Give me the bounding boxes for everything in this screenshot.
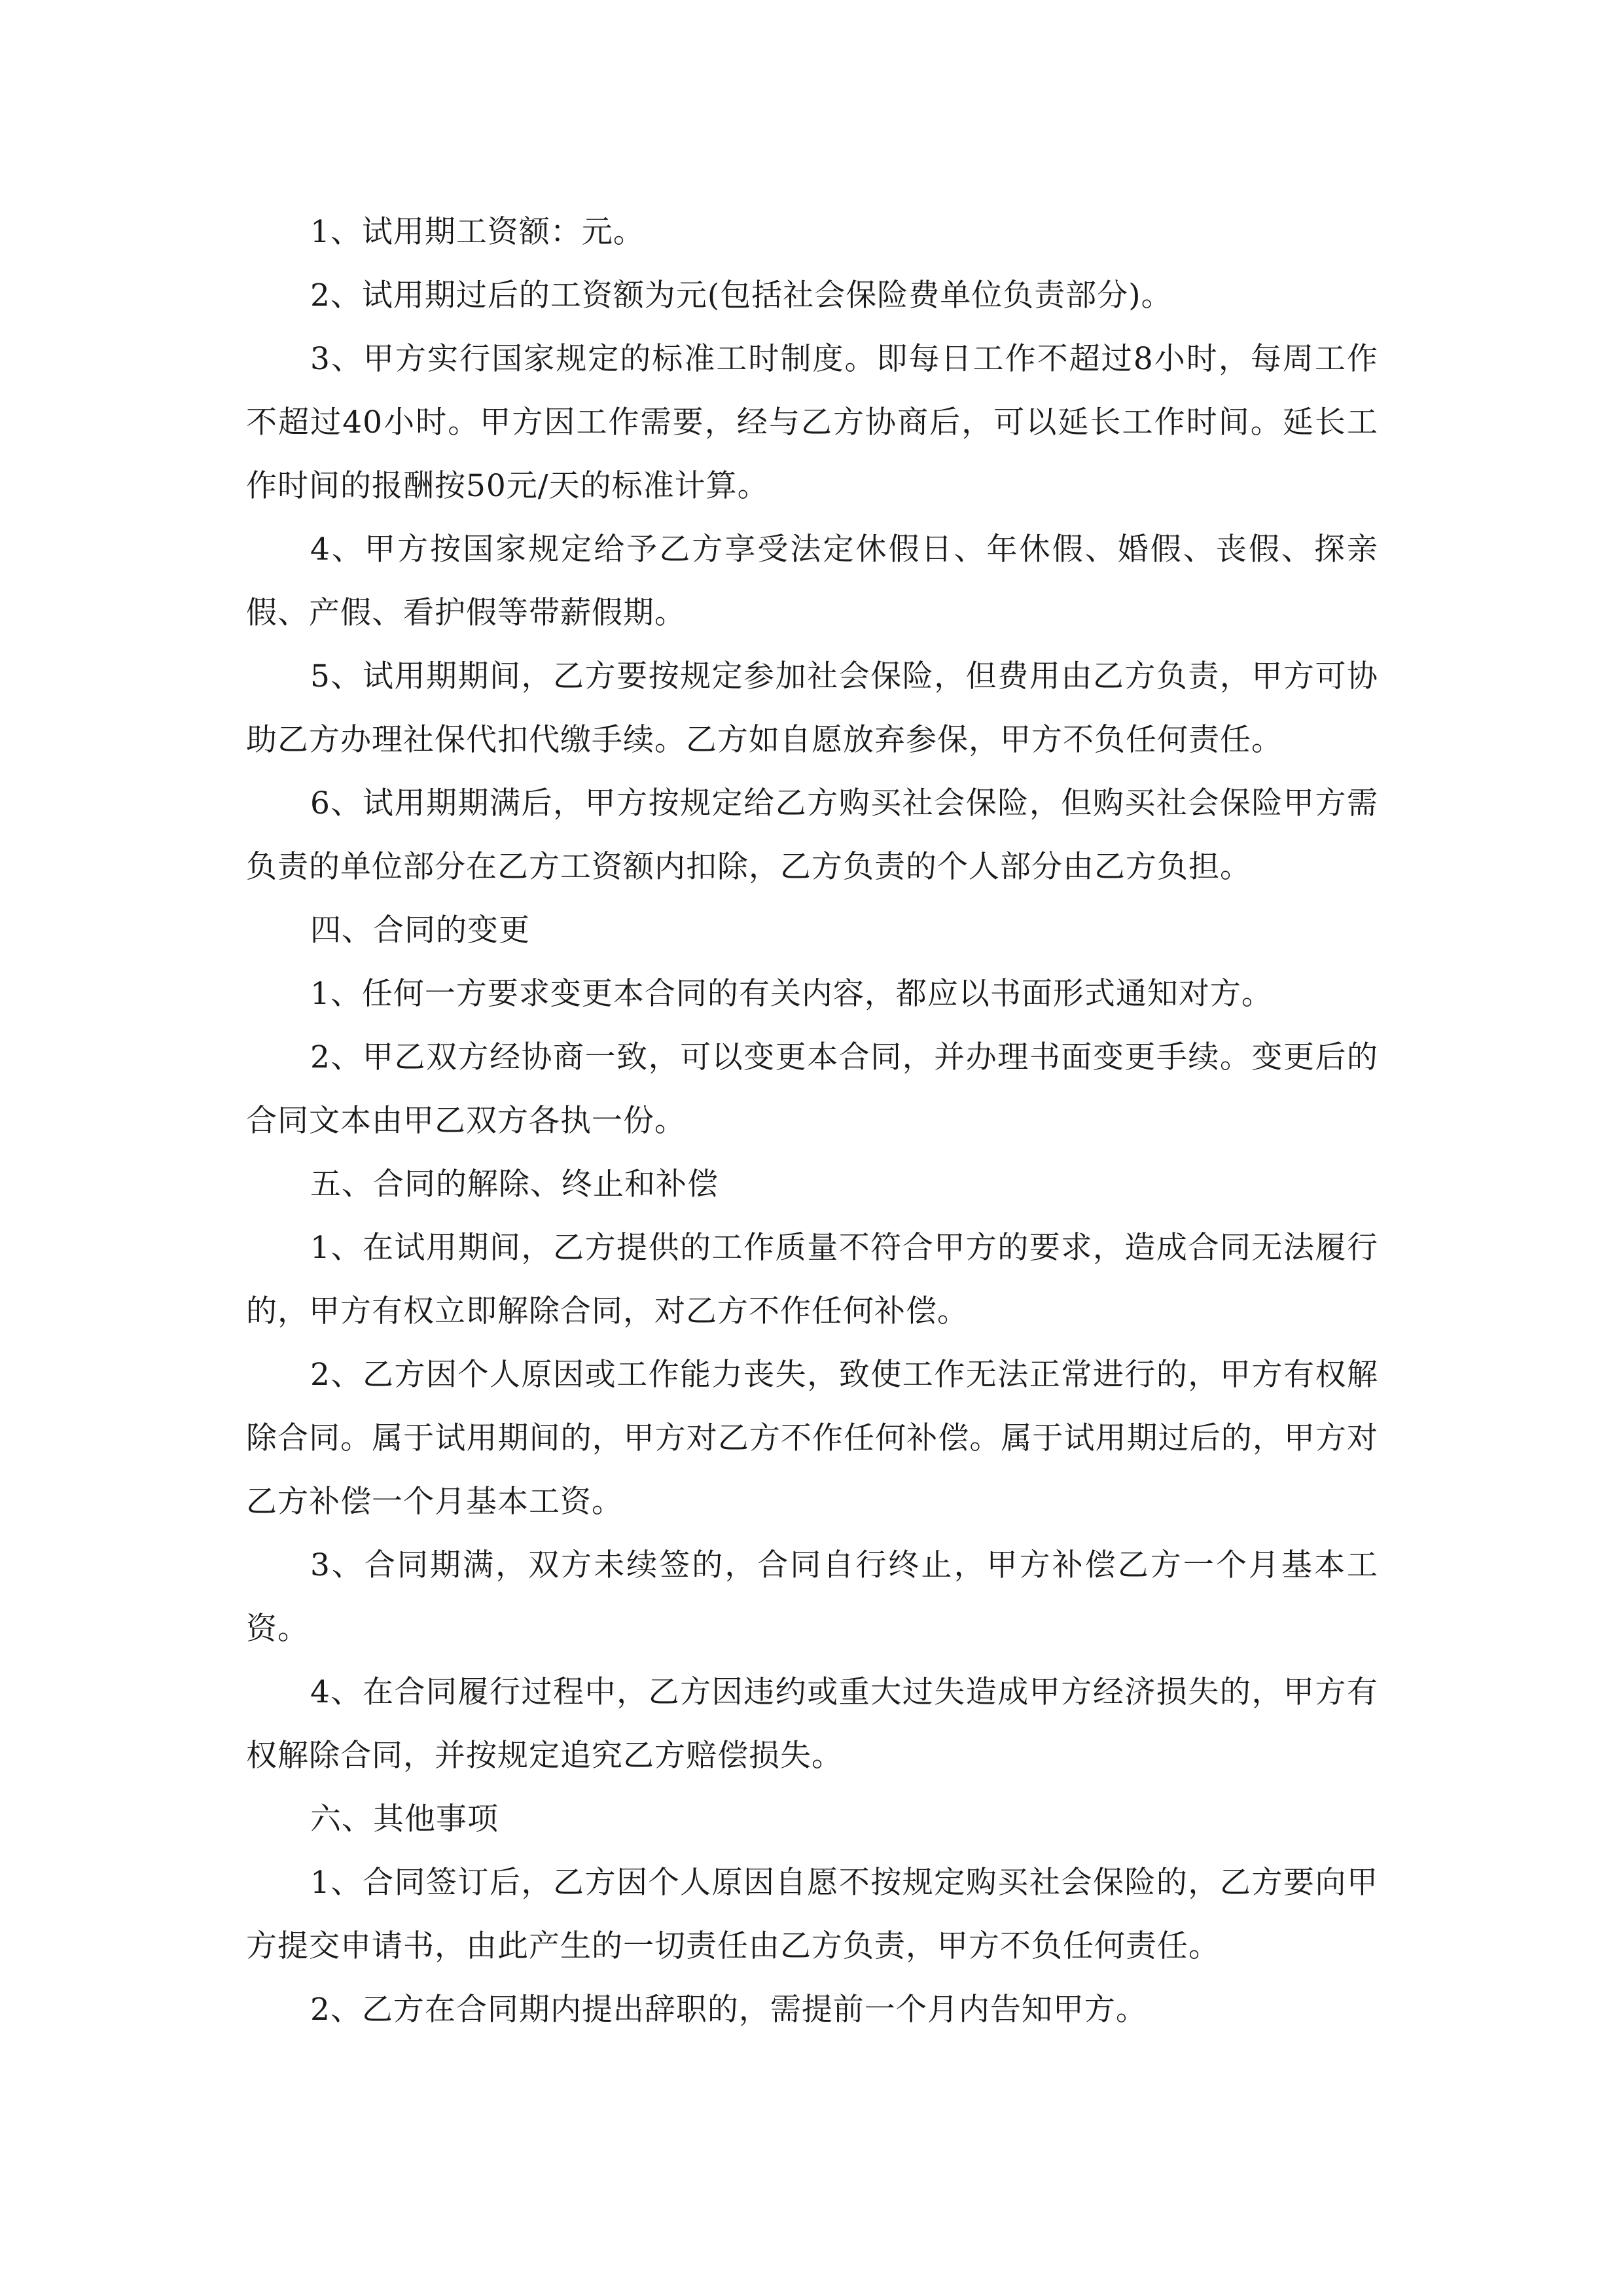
paragraph-trial-insurance: 5、试用期期间，乙方要按规定参加社会保险，但费用由乙方负责，甲方可协助乙方办理社保代扣代缴手续。乙方如自愿放弃参保，甲方不负任何责任。 bbox=[246, 658, 1378, 758]
paragraph-post-trial-salary: 2、试用期过后的工资额为元(包括社会保险费单位负责部分)。 bbox=[310, 278, 1173, 314]
paragraph-trial-salary: 1、试用期工资额：元。 bbox=[310, 214, 645, 250]
section-heading-other-matters: 六、其他事项 bbox=[310, 1801, 499, 1837]
paragraph-change-notice: 1、任何一方要求变更本合同的有关内容，都应以书面形式通知对方。 bbox=[310, 976, 1273, 1012]
document-body bbox=[246, 200, 1378, 2041]
paragraph-paid-leave: 4、甲方按国家规定给予乙方享受法定休假日、年休假、婚假、丧假、探亲假、产假、看护假等带薪假期。 bbox=[246, 531, 1378, 631]
section-heading-contract-change: 四、合同的变更 bbox=[310, 912, 530, 948]
paragraph-working-hours: 3、甲方实行国家规定的标准工时制度。即每日工作不超过8小时，每周工作不超过40小时。甲方因工作需要，经与乙方协商后，可以延长工作时间。延长工作时间的报酬按50元/天的标准计算。 bbox=[246, 341, 1378, 504]
paragraph-resignation-notice: 2、乙方在合同期内提出辞职的，需提前一个月内告知甲方。 bbox=[310, 1992, 1147, 2028]
paragraph-termination-incapacity: 2、乙方因个人原因或工作能力丧失，致使工作无法正常进行的，甲方有权解除合同。属于试用期间的，甲方对乙方不作任何补偿。属于试用期过后的，甲方对乙方补偿一个月基本工资。 bbox=[246, 1357, 1378, 1520]
section-heading-termination: 五、合同的解除、终止和补偿 bbox=[310, 1166, 719, 1202]
paragraph-change-procedure: 2、甲乙双方经协商一致，可以变更本合同，并办理书面变更手续。变更后的合同文本由甲乙双方各执一份。 bbox=[246, 1039, 1378, 1139]
paragraph-breach-liability: 4、在合同履行过程中，乙方因违约或重大过失造成甲方经济损失的，甲方有权解除合同，并按规定追究乙方赔偿损失。 bbox=[246, 1674, 1378, 1774]
paragraph-insurance-waiver: 1、合同签订后，乙方因个人原因自愿不按规定购买社会保险的，乙方要向甲方提交申请书，由此产生的一切责任由乙方负责，甲方不负任何责任。 bbox=[246, 1865, 1378, 1964]
paragraph-termination-trial: 1、在试用期间，乙方提供的工作质量不符合甲方的要求，造成合同无法履行的，甲方有权立即解除合同，对乙方不作任何补偿。 bbox=[246, 1230, 1378, 1329]
paragraph-post-trial-insurance: 6、试用期期满后，甲方按规定给乙方购买社会保险，但购买社会保险甲方需负责的单位部分在乙方工资额内扣除，乙方负责的个人部分由乙方负担。 bbox=[246, 785, 1378, 885]
paragraph-contract-expiry: 3、合同期满，双方未续签的，合同自行终止，甲方补偿乙方一个月基本工资。 bbox=[246, 1547, 1378, 1647]
